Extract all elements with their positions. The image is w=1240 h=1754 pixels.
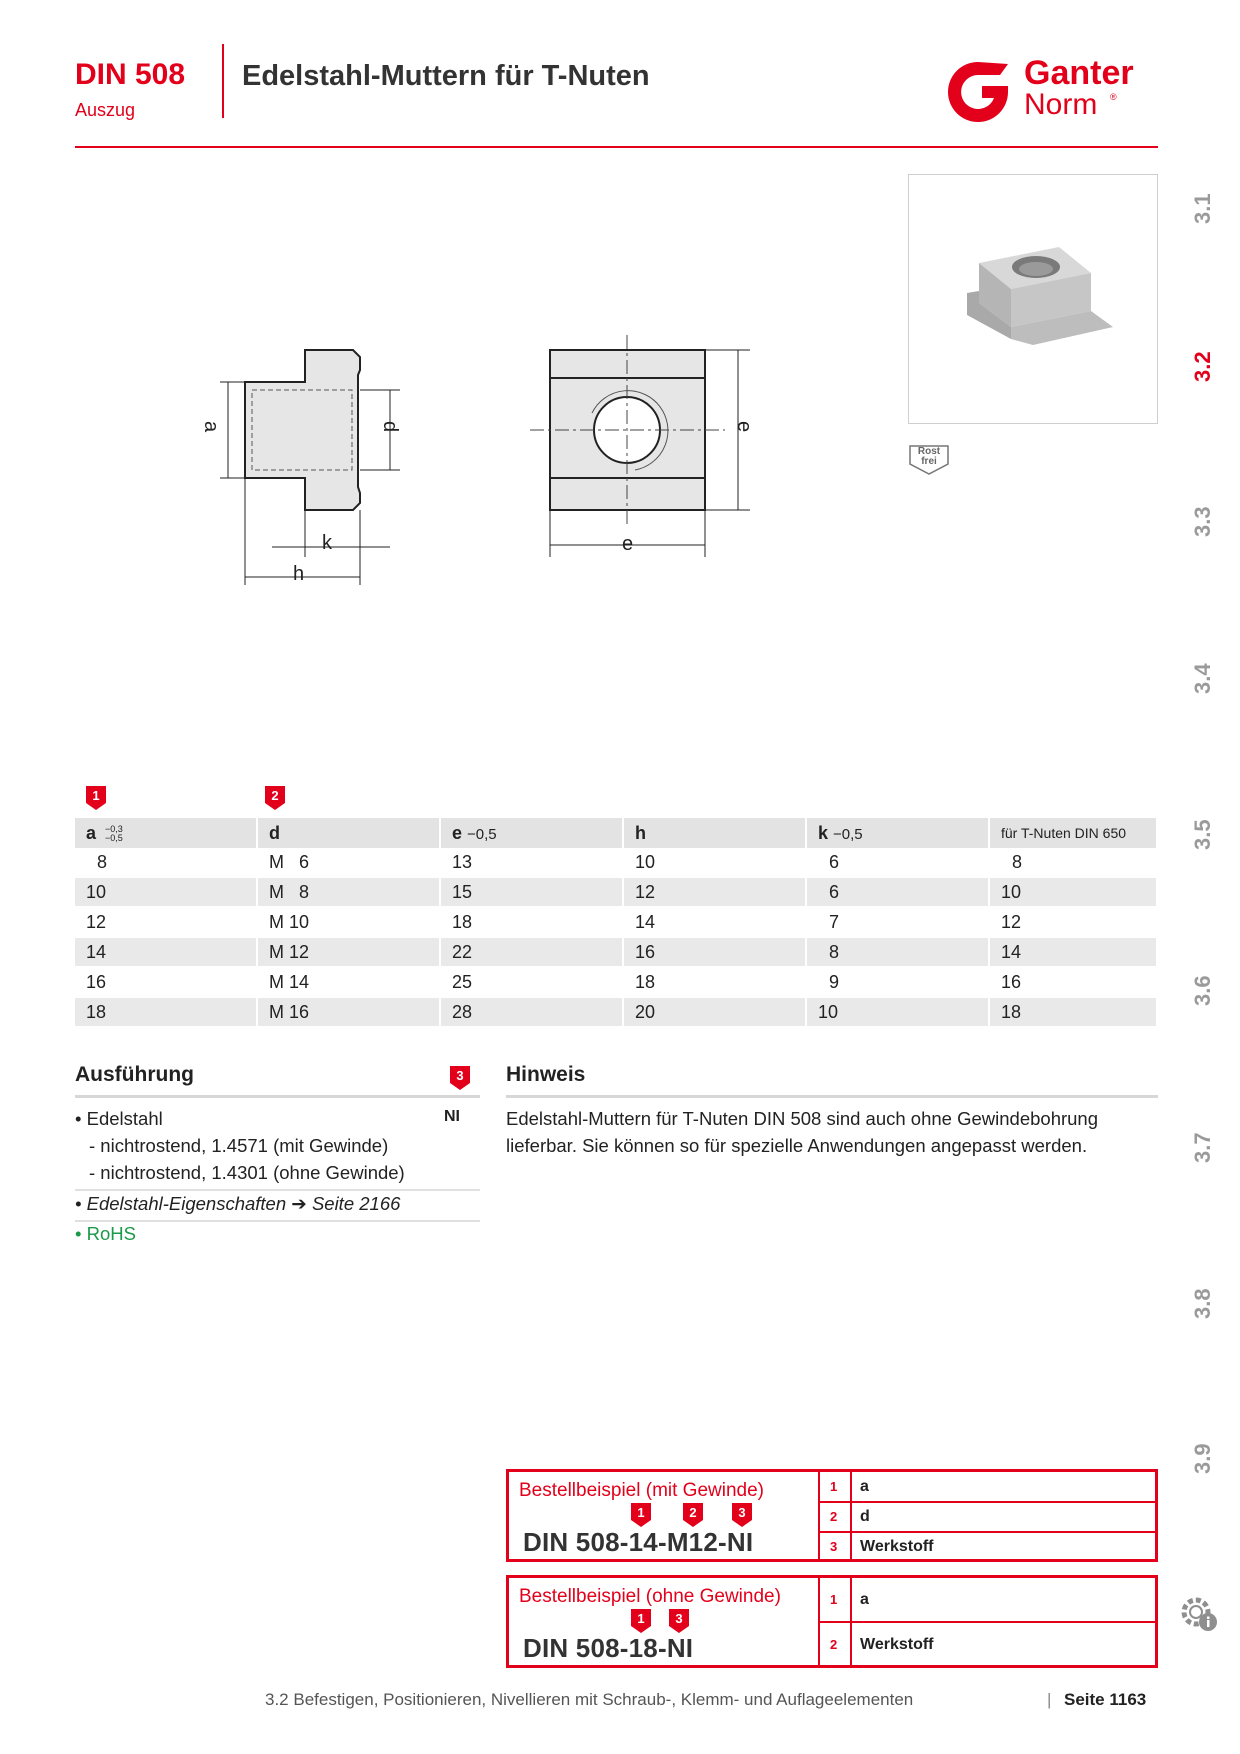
table-header-row xyxy=(75,818,1157,848)
order-example-title: Bestellbeispiel (ohne Gewinde) xyxy=(519,1586,781,1607)
chapter-tab[interactable]: 3.5 xyxy=(1190,819,1215,850)
chapter-tab[interactable]: 3.9 xyxy=(1190,1443,1215,1474)
cell-a: 16 xyxy=(75,967,257,997)
technical-drawing xyxy=(190,335,750,595)
page-number: Seite 1163 xyxy=(1064,1690,1147,1709)
brand-registered-mark: ® xyxy=(1110,92,1117,102)
material-detail-1: - nichtrostend, 1.4571 (mit Gewinde) xyxy=(89,1135,389,1156)
note-text-line-2: lieferbar. Sie können so für spezielle Anwendungen angepasst werden. xyxy=(506,1135,1088,1156)
chapter-tab[interactable]: 3.8 xyxy=(1190,1288,1215,1319)
dim-label-d: d xyxy=(379,420,402,433)
col-e-header: e −0,5 xyxy=(440,818,623,848)
dim-label-h: h xyxy=(293,563,305,585)
divider xyxy=(75,1220,480,1222)
cell-h: 12 xyxy=(623,877,806,907)
col-d-header: d xyxy=(257,818,440,848)
cell-k: 8 xyxy=(806,937,989,967)
cell-d: M 16 xyxy=(257,997,440,1027)
cell-e: 25 xyxy=(440,967,623,997)
section-title-ausfuehrung: Ausführung xyxy=(75,1063,194,1086)
document-code: DIN 508 xyxy=(75,58,186,91)
cell-k: 7 xyxy=(806,907,989,937)
table-row xyxy=(75,997,1157,1027)
order-example-title: Bestellbeispiel (mit Gewinde) xyxy=(519,1480,764,1501)
rust-free-icon: Rost frei xyxy=(908,444,950,476)
dim-label-e-horizontal: e xyxy=(622,533,634,555)
chapter-tab-active[interactable]: 3.2 xyxy=(1190,351,1215,382)
cell-tnut: 14 xyxy=(989,937,1157,967)
cell-d: M 10 xyxy=(257,907,440,937)
chapter-tab[interactable]: 3.6 xyxy=(1190,975,1215,1006)
divider xyxy=(75,1189,480,1191)
order-legend-row: 3 Werkstoff xyxy=(820,1533,1155,1559)
cell-e: 18 xyxy=(440,907,623,937)
marker-1-badge: 1 xyxy=(86,786,106,810)
note-text-line-1: Edelstahl-Muttern für T-Nuten DIN 508 sind auch ohne Gewindebohrung xyxy=(506,1108,1099,1129)
brand-name-line2: Norm xyxy=(1024,88,1098,121)
col-h-header: h xyxy=(623,818,806,848)
cell-a: 12 xyxy=(75,907,257,937)
dim-label-e-vertical: e xyxy=(733,420,756,433)
cell-d: M 14 xyxy=(257,967,440,997)
table-row xyxy=(75,937,1157,967)
marker-2-badge: 2 xyxy=(265,786,285,810)
order-marker-3: 3 xyxy=(669,1609,689,1633)
order-marker-1: 1 xyxy=(631,1609,651,1633)
cell-h: 10 xyxy=(623,848,806,877)
chapter-tab[interactable]: 3.7 xyxy=(1190,1132,1215,1163)
section-rule xyxy=(506,1095,1158,1098)
cell-tnut: 12 xyxy=(989,907,1157,937)
cell-k: 6 xyxy=(806,848,989,877)
material-code: NI xyxy=(444,1108,460,1125)
chapter-tab[interactable]: 3.4 xyxy=(1190,663,1215,694)
order-marker-3: 3 xyxy=(732,1503,752,1527)
col-tnut-header: für T-Nuten DIN 650 xyxy=(989,818,1157,848)
order-legend-row: 2 Werkstoff xyxy=(820,1623,1155,1665)
gear-info-icon[interactable] xyxy=(1178,1592,1220,1634)
col-k-header: k −0,5 xyxy=(806,818,989,848)
footer-chapter-text: 3.2 Befestigen, Positionieren, Nivellieren mit Schraub-, Klemm- und Auflageelementen xyxy=(265,1690,914,1709)
order-code: DIN 508-18-NI xyxy=(523,1633,694,1663)
cell-e: 22 xyxy=(440,937,623,967)
cell-d: M 12 xyxy=(257,937,440,967)
chapter-tab[interactable]: 3.3 xyxy=(1190,506,1215,537)
page-title: Edelstahl-Muttern für T-Nuten xyxy=(242,60,650,92)
brand-name: Ganter xyxy=(1024,54,1134,92)
cell-k: 6 xyxy=(806,877,989,907)
cell-h: 14 xyxy=(623,907,806,937)
ganter-logo-icon xyxy=(938,56,1018,128)
rohs-label: • RoHS xyxy=(75,1223,136,1244)
header-divider xyxy=(222,44,224,118)
order-example-with-thread xyxy=(506,1469,1158,1562)
cell-a: 10 xyxy=(75,877,257,907)
cell-k: 10 xyxy=(806,997,989,1027)
table-row xyxy=(75,907,1157,937)
header-rule xyxy=(75,146,1158,148)
cell-d: M 8 xyxy=(257,877,440,907)
cell-a: 18 xyxy=(75,997,257,1027)
material-line: • Edelstahl xyxy=(75,1108,163,1129)
cell-h: 16 xyxy=(623,937,806,967)
cell-tnut: 18 xyxy=(989,997,1157,1027)
cell-tnut: 8 xyxy=(989,848,1157,877)
order-legend-row: 1 a xyxy=(820,1578,1155,1621)
arrow-right-icon: ➔ xyxy=(291,1193,307,1214)
cell-e: 15 xyxy=(440,877,623,907)
footer-separator: | xyxy=(1047,1690,1052,1709)
table-row xyxy=(75,967,1157,997)
cell-d: M 6 xyxy=(257,848,440,877)
cell-tnut: 10 xyxy=(989,877,1157,907)
material-detail-2: - nichtrostend, 1.4301 (ohne Gewinde) xyxy=(89,1162,405,1183)
order-code: DIN 508-14-M12-NI xyxy=(523,1527,754,1557)
cell-h: 20 xyxy=(623,997,806,1027)
t-nut-image xyxy=(909,175,1157,423)
cell-a: 8 xyxy=(75,848,257,877)
cell-tnut: 16 xyxy=(989,967,1157,997)
cell-h: 18 xyxy=(623,967,806,997)
section-title-hinweis: Hinweis xyxy=(506,1063,586,1086)
cell-e: 28 xyxy=(440,997,623,1027)
order-legend-row: 2 d xyxy=(820,1503,1155,1531)
cell-k: 9 xyxy=(806,967,989,997)
dimension-table xyxy=(75,818,1158,1028)
marker-3-badge: 3 xyxy=(450,1066,470,1090)
order-legend-row: 1 a xyxy=(820,1472,1155,1501)
table-row xyxy=(75,848,1157,877)
dim-label-k: k xyxy=(322,532,332,554)
section-rule xyxy=(75,1095,480,1098)
cell-a: 14 xyxy=(75,937,257,967)
document-subtitle: Auszug xyxy=(75,100,136,120)
table-row xyxy=(75,877,1157,907)
chapter-tab[interactable]: 3.1 xyxy=(1190,193,1215,224)
col-a-header: a −0,3 −0,5 xyxy=(75,818,257,848)
cell-e: 13 xyxy=(440,848,623,877)
dim-label-a: a xyxy=(200,420,223,433)
product-image xyxy=(908,174,1158,424)
order-marker-2: 2 xyxy=(683,1503,703,1527)
order-example-without-thread xyxy=(506,1575,1158,1668)
properties-reference-link[interactable]: • Edelstahl-Eigenschaften ➔ Seite 2166 xyxy=(75,1193,401,1214)
order-marker-1: 1 xyxy=(631,1503,651,1527)
